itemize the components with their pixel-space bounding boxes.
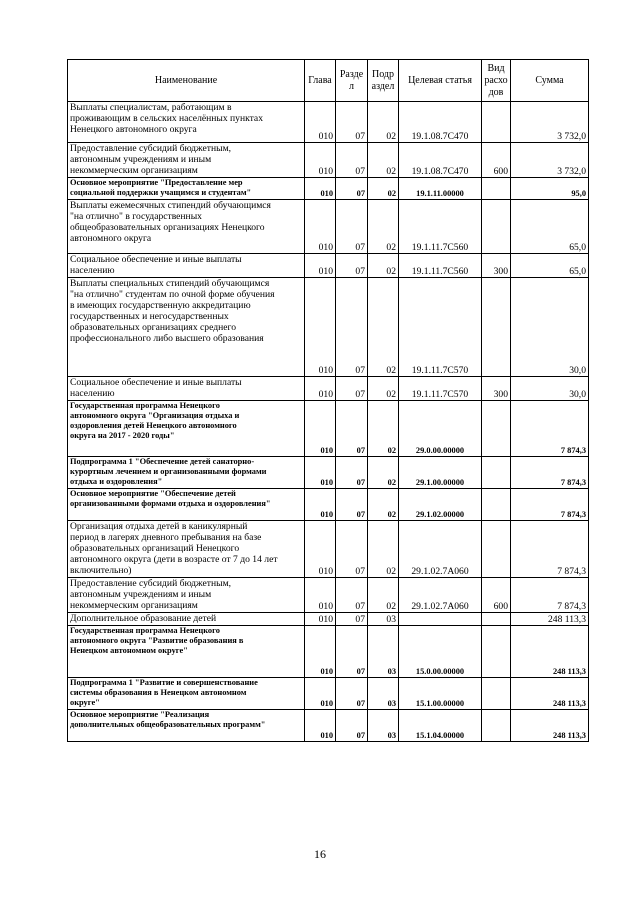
cell-razdel: 07: [336, 489, 368, 521]
cell-glava: 010: [305, 278, 336, 377]
cell-sum: 95,0: [511, 178, 589, 200]
table-row: [68, 521, 589, 578]
cell-podrazdel: 02: [368, 178, 399, 200]
cell-razdel: 07: [336, 401, 368, 457]
cell-sum: 7 874,3: [511, 521, 589, 578]
table-row: [68, 710, 589, 742]
cell-razdel: 07: [336, 254, 368, 278]
cell-podrazdel: 02: [368, 521, 399, 578]
cell-sum: 7 874,3: [511, 401, 589, 457]
cell-glava: 010: [305, 102, 336, 143]
table-row: [68, 254, 589, 278]
cell-target: 15.1.04.00000: [399, 710, 482, 742]
cell-glava: 010: [305, 626, 336, 678]
header-podrazdel: Подр аздел: [368, 60, 399, 102]
cell-target: 19.1.08.7С470: [399, 102, 482, 143]
cell-target: 29.1.02.7А060: [399, 521, 482, 578]
cell-razdel: 07: [336, 626, 368, 678]
cell-vid: [482, 457, 511, 489]
cell-target: 19.1.11.7С560: [399, 200, 482, 254]
cell-name: Основное мероприятие "Реализация дополнительных общеобразовательных программ": [68, 710, 305, 742]
budget-table: [67, 59, 589, 742]
page-number: 16: [314, 847, 326, 861]
header-sum: Сумма: [511, 60, 589, 102]
cell-sum: 3 732,0: [511, 102, 589, 143]
cell-target: 29.1.00.00000: [399, 457, 482, 489]
cell-vid: [482, 678, 511, 710]
cell-target: 19.1.08.7С470: [399, 143, 482, 178]
cell-glava: 010: [305, 578, 336, 613]
cell-name: Выплаты специальных стипендий обучающимся "на отлично" студентам по очной форме обучения в имеющих государственную аккредитацию государственных и негосударственных образовательных организациях среднего профессионального либо высшего образования: [68, 278, 305, 377]
cell-target: 15.0.00.00000: [399, 626, 482, 678]
cell-sum: 7 874,3: [511, 578, 589, 613]
table-row: [68, 613, 589, 626]
cell-glava: 010: [305, 521, 336, 578]
table-row: [68, 200, 589, 254]
cell-name: Государственная программа Ненецкого автономного округа "Развитие образования в Ненецком автономном округе": [68, 626, 305, 678]
table-row: [68, 678, 589, 710]
cell-glava: 010: [305, 254, 336, 278]
cell-vid: [482, 178, 511, 200]
cell-name: Дополнительное образование детей: [68, 613, 305, 626]
cell-target: [399, 613, 482, 626]
cell-sum: 248 113,3: [511, 626, 589, 678]
cell-target: 29.1.02.00000: [399, 489, 482, 521]
cell-target: 19.1.11.00000: [399, 178, 482, 200]
cell-name: Выплаты специалистам, работающим в проживающим в сельских населённых пунктах Ненецкого автономного округа: [68, 102, 305, 143]
cell-sum: 7 874,3: [511, 489, 589, 521]
table-row: [68, 401, 589, 457]
cell-vid: [482, 278, 511, 377]
header-name: Наименование: [68, 60, 305, 102]
cell-podrazdel: 02: [368, 377, 399, 401]
cell-name: Выплаты ежемесячных стипендий обучающимся "на отлично" в государственных общеобразовательных организациях Ненецкого автономного округа: [68, 200, 305, 254]
cell-name: Подпрограмма 1 "Обеспечение детей санаторно- курортным лечением и организованными формами отдыха и оздоровления": [68, 457, 305, 489]
cell-razdel: 07: [336, 578, 368, 613]
cell-sum: 30,0: [511, 278, 589, 377]
cell-glava: 010: [305, 143, 336, 178]
cell-razdel: 07: [336, 710, 368, 742]
table-header-row: [68, 60, 589, 102]
cell-razdel: 07: [336, 178, 368, 200]
cell-name: Предоставление субсидий бюджетным, автономным учреждениям и иным некоммерческим организациям: [68, 143, 305, 178]
cell-glava: 010: [305, 613, 336, 626]
table-row: [68, 278, 589, 377]
cell-podrazdel: 02: [368, 254, 399, 278]
cell-target: 19.1.11.7С560: [399, 254, 482, 278]
table-row: [68, 143, 589, 178]
table-row: [68, 377, 589, 401]
cell-vid: [482, 489, 511, 521]
cell-podrazdel: 02: [368, 578, 399, 613]
cell-razdel: 07: [336, 678, 368, 710]
cell-target: 29.1.02.7А060: [399, 578, 482, 613]
cell-podrazdel: 02: [368, 200, 399, 254]
cell-sum: 65,0: [511, 254, 589, 278]
cell-podrazdel: 03: [368, 613, 399, 626]
cell-razdel: 07: [336, 377, 368, 401]
cell-razdel: 07: [336, 200, 368, 254]
cell-podrazdel: 02: [368, 401, 399, 457]
cell-name: Подпрограмма 1 "Развитие и совершенствование системы образования в Ненецком автономном округе": [68, 678, 305, 710]
table-row: [68, 178, 589, 200]
cell-name: Социальное обеспечение и иные выплаты населению: [68, 377, 305, 401]
cell-vid: 600: [482, 143, 511, 178]
cell-podrazdel: 02: [368, 143, 399, 178]
cell-vid: 600: [482, 578, 511, 613]
cell-razdel: 07: [336, 457, 368, 489]
cell-vid: [482, 102, 511, 143]
table-row: [68, 102, 589, 143]
header-vid: Вид расхо дов: [482, 60, 511, 102]
cell-glava: 010: [305, 710, 336, 742]
cell-glava: 010: [305, 489, 336, 521]
cell-glava: 010: [305, 678, 336, 710]
table-row: [68, 457, 589, 489]
cell-glava: 010: [305, 401, 336, 457]
cell-sum: 65,0: [511, 200, 589, 254]
cell-glava: 010: [305, 457, 336, 489]
cell-glava: 010: [305, 377, 336, 401]
cell-target: 15.1.00.00000: [399, 678, 482, 710]
table-row: [68, 489, 589, 521]
cell-sum: 248 113,3: [511, 710, 589, 742]
cell-target: 19.1.11.7С570: [399, 377, 482, 401]
cell-vid: [482, 613, 511, 626]
cell-name: Организация отдыха детей в каникулярный период в лагерях дневного пребывания на базе образовательных организаций Ненецкого автономного округа (дети в возрасте от 7 до 14 лет включительно): [68, 521, 305, 578]
header-target: Целевая статья: [399, 60, 482, 102]
cell-name: Государственная программа Ненецкого автономного округа "Организация отдыха и оздоровления детей Ненецкого автономного округа на 2017 - 2020 годы": [68, 401, 305, 457]
cell-razdel: 07: [336, 278, 368, 377]
cell-sum: 3 732,0: [511, 143, 589, 178]
cell-vid: 300: [482, 254, 511, 278]
cell-target: 29.0.00.00000: [399, 401, 482, 457]
cell-vid: [482, 710, 511, 742]
cell-sum: 248 113,3: [511, 613, 589, 626]
cell-razdel: 07: [336, 613, 368, 626]
cell-name: Основное мероприятие "Обеспечение детей организованными формами отдыха и оздоровления": [68, 489, 305, 521]
table-body: [68, 102, 589, 742]
cell-podrazdel: 02: [368, 278, 399, 377]
cell-podrazdel: 03: [368, 626, 399, 678]
cell-vid: 300: [482, 377, 511, 401]
cell-name: Социальное обеспечение и иные выплаты населению: [68, 254, 305, 278]
cell-sum: 30,0: [511, 377, 589, 401]
table-row: [68, 578, 589, 613]
cell-vid: [482, 200, 511, 254]
cell-target: 19.1.11.7С570: [399, 278, 482, 377]
cell-razdel: 07: [336, 143, 368, 178]
cell-vid: [482, 521, 511, 578]
cell-sum: 7 874,3: [511, 457, 589, 489]
cell-vid: [482, 626, 511, 678]
table-row: [68, 626, 589, 678]
header-razdel: Разде л: [336, 60, 368, 102]
cell-name: Предоставление субсидий бюджетным, автономным учреждениям и иным некоммерческим организациям: [68, 578, 305, 613]
cell-sum: 248 113,3: [511, 678, 589, 710]
cell-razdel: 07: [336, 102, 368, 143]
cell-podrazdel: 02: [368, 102, 399, 143]
cell-podrazdel: 02: [368, 489, 399, 521]
cell-podrazdel: 02: [368, 457, 399, 489]
cell-razdel: 07: [336, 521, 368, 578]
cell-glava: 010: [305, 200, 336, 254]
cell-podrazdel: 03: [368, 710, 399, 742]
header-glava: Глава: [305, 60, 336, 102]
cell-podrazdel: 03: [368, 678, 399, 710]
cell-name: Основное мероприятие "Предоставление мер социальной поддержки учащимся и студентам": [68, 178, 305, 200]
cell-vid: [482, 401, 511, 457]
cell-glava: 010: [305, 178, 336, 200]
